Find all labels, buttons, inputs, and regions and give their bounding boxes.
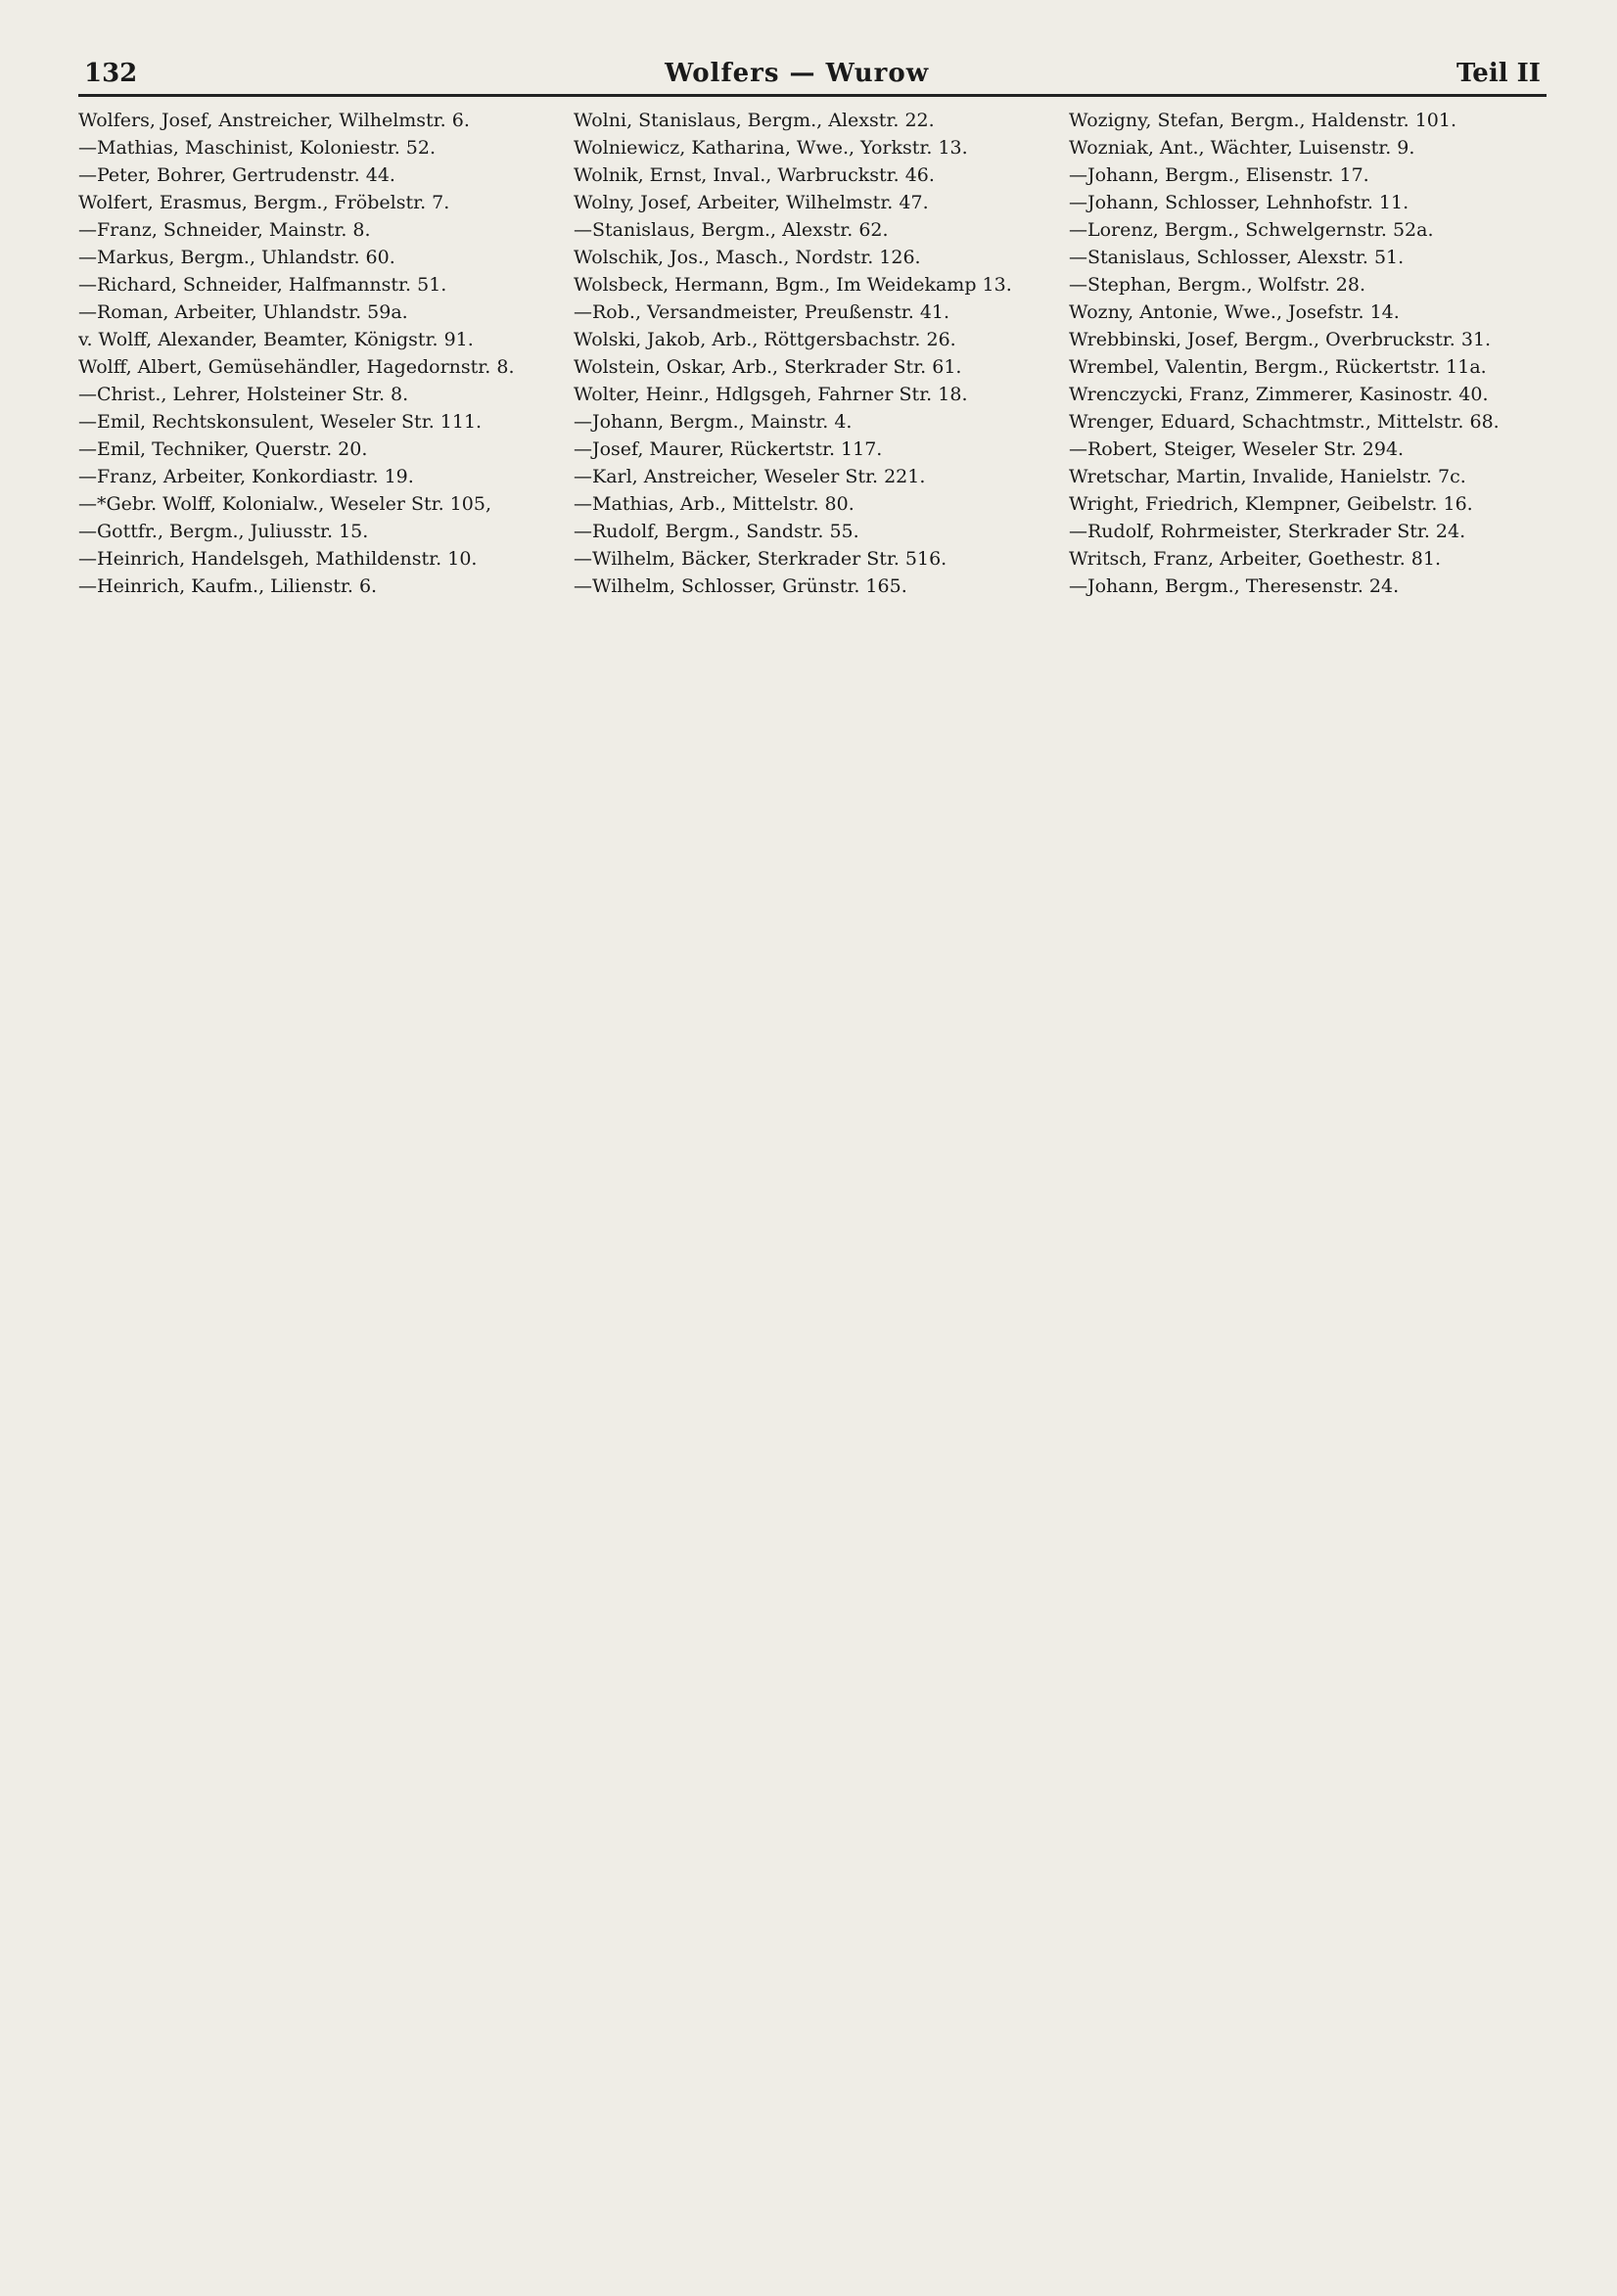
directory-entry: Wrenczycki, Franz, Zimmerer, Kasinostr. 40. (1069, 384, 1489, 405)
column-3 (1069, 107, 1547, 600)
directory-entry: Wrebbinski, Josef, Bergm., Overbruckstr. 31. (1069, 329, 1492, 350)
directory-entry: —Robert, Steiger, Weseler Str. 294. (1069, 438, 1405, 460)
directory-entry: Wolfers, Josef, Anstreicher, Wilhelmstr. 6. (78, 110, 470, 131)
directory-entry: Wozniak, Ant., Wächter, Luisenstr. 9. (1069, 137, 1415, 159)
directory-entry: Wolsbeck, Hermann, Bgm., Im Weidekamp 13. (574, 274, 1012, 296)
directory-entry: —Rob., Versandmeister, Preußenstr. 41. (574, 301, 950, 323)
page-number: 132 (84, 59, 138, 88)
directory-entry: —Stephan, Bergm., Wolfstr. 28. (1069, 274, 1365, 296)
entry-columns (78, 107, 1547, 600)
directory-entry: —Emil, Techniker, Querstr. 20. (78, 438, 368, 460)
page-header (78, 59, 1547, 97)
directory-entry: Wolstein, Oskar, Arb., Sterkrader Str. 61. (574, 356, 962, 378)
directory-entry: —Johann, Bergm., Mainstr. 4. (574, 411, 853, 433)
directory-entry: Wolff, Albert, Gemüsehändler, Hagedornstr. 8. (78, 356, 515, 378)
directory-entry: —Heinrich, Kaufm., Lilienstr. 6. (78, 575, 378, 597)
directory-entry: Wolnik, Ernst, Inval., Warbruckstr. 46. (574, 164, 935, 186)
directory-entry: v. Wolff, Alexander, Beamter, Königstr. 91. (78, 329, 474, 350)
directory-entry: —Johann, Bergm., Theresenstr. 24. (1069, 575, 1400, 597)
directory-entry: —Franz, Schneider, Mainstr. 8. (78, 219, 371, 241)
directory-entry: —Johann, Bergm., Elisenstr. 17. (1069, 164, 1369, 186)
directory-entry: Wretschar, Martin, Invalide, Hanielstr. 7c. (1069, 466, 1466, 487)
directory-entry: Wolter, Heinr., Hdlgsgeh, Fahrner Str. 18. (574, 384, 968, 405)
column-2 (574, 107, 1051, 600)
directory-entry: Writsch, Franz, Arbeiter, Goethestr. 81. (1069, 548, 1441, 570)
directory-entry: —*Gebr. Wolff, Kolonialw., Weseler Str. 105, (78, 493, 491, 515)
directory-entry: —Rudolf, Bergm., Sandstr. 55. (574, 521, 859, 542)
directory-entry: —Gottfr., Bergm., Juliusstr. 15. (78, 521, 369, 542)
directory-entry: Wolfert, Erasmus, Bergm., Fröbelstr. 7. (78, 192, 450, 213)
directory-entry: —Richard, Schneider, Halfmannstr. 51. (78, 274, 447, 296)
directory-entry: Wolniewicz, Katharina, Wwe., Yorkstr. 13. (574, 137, 968, 159)
directory-entry: Wrenger, Eduard, Schachtmstr., Mittelstr. 68. (1069, 411, 1500, 433)
directory-entry: Wolski, Jakob, Arb., Röttgersbachstr. 26. (574, 329, 956, 350)
directory-entry: —Wilhelm, Schlosser, Grünstr. 165. (574, 575, 907, 597)
directory-page (78, 59, 1547, 2251)
directory-entry: —Christ., Lehrer, Holsteiner Str. 8. (78, 384, 409, 405)
directory-entry: —Karl, Anstreicher, Weseler Str. 221. (574, 466, 926, 487)
directory-entry: —Wilhelm, Bäcker, Sterkrader Str. 516. (574, 548, 947, 570)
directory-entry: —Rudolf, Rohrmeister, Sterkrader Str. 24. (1069, 521, 1466, 542)
directory-entry: Wolschik, Jos., Masch., Nordstr. 126. (574, 247, 921, 268)
directory-entry: —Johann, Schlosser, Lehnhofstr. 11. (1069, 192, 1409, 213)
directory-entry: —Roman, Arbeiter, Uhlandstr. 59a. (78, 301, 408, 323)
directory-entry: —Franz, Arbeiter, Konkordiastr. 19. (78, 466, 414, 487)
directory-entry: Wozny, Antonie, Wwe., Josefstr. 14. (1069, 301, 1400, 323)
column-1 (78, 107, 556, 600)
directory-entry: —Mathias, Arb., Mittelstr. 80. (574, 493, 855, 515)
directory-entry: Wolny, Josef, Arbeiter, Wilhelmstr. 47. (574, 192, 929, 213)
directory-entry: Wolni, Stanislaus, Bergm., Alexstr. 22. (574, 110, 935, 131)
directory-entry: —Mathias, Maschinist, Koloniestr. 52. (78, 137, 437, 159)
directory-entry: —Markus, Bergm., Uhlandstr. 60. (78, 247, 395, 268)
directory-entry: Wrembel, Valentin, Bergm., Rückertstr. 11a. (1069, 356, 1487, 378)
directory-entry: —Stanislaus, Bergm., Alexstr. 62. (574, 219, 889, 241)
section-label: Teil II (1455, 59, 1541, 88)
directory-entry: —Lorenz, Bergm., Schwelgernstr. 52a. (1069, 219, 1434, 241)
directory-entry: Wozigny, Stefan, Bergm., Haldenstr. 101. (1069, 110, 1456, 131)
directory-entry: —Heinrich, Handelsgeh, Mathildenstr. 10. (78, 548, 478, 570)
directory-entry: —Peter, Bohrer, Gertrudenstr. 44. (78, 164, 395, 186)
directory-entry: Wright, Friedrich, Klempner, Geibelstr. 16. (1069, 493, 1473, 515)
directory-entry: —Josef, Maurer, Rückertstr. 117. (574, 438, 883, 460)
page-title: Wolfers — Wurow (665, 59, 930, 88)
directory-entry: —Emil, Rechtskonsulent, Weseler Str. 111. (78, 411, 483, 433)
directory-entry: —Stanislaus, Schlosser, Alexstr. 51. (1069, 247, 1405, 268)
